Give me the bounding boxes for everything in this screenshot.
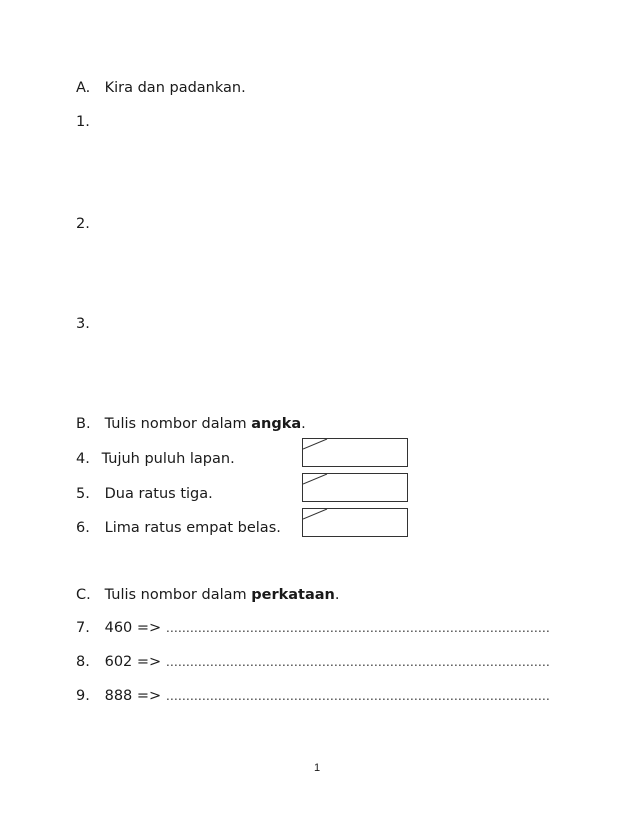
- question-8-answer-line[interactable]: ……………………………………………………………………………………: [165, 655, 550, 669]
- question-9-answer-line[interactable]: ……………………………………………………………………………………: [165, 689, 550, 703]
- question-7-answer-line[interactable]: ……………………………………………………………………………………: [165, 621, 550, 635]
- answer-box-4[interactable]: [302, 438, 408, 467]
- section-b-heading: [76, 416, 306, 432]
- box-corner-line: [303, 474, 409, 503]
- question-8-number: 8.: [76, 654, 90, 670]
- section-b-title-pre: Tulis nombor dalam: [104, 416, 252, 432]
- question-2-number: 2.: [76, 216, 90, 232]
- section-a-letter: A.: [76, 80, 91, 96]
- question-5: [76, 486, 213, 502]
- section-a-title: Kira dan padankan.: [104, 80, 246, 96]
- question-7-text: 460 =>: [104, 620, 162, 636]
- section-b-letter: B.: [76, 416, 91, 432]
- section-a-heading: [76, 80, 246, 96]
- question-7-number: 7.: [76, 620, 90, 636]
- question-8-text: 602 =>: [104, 654, 162, 670]
- question-5-text: Dua ratus tiga.: [104, 486, 213, 502]
- question-7: [76, 620, 550, 636]
- question-3-number: 3.: [76, 316, 90, 332]
- question-6: [76, 520, 281, 536]
- question-9-text: 888 =>: [104, 688, 162, 704]
- question-1-number: 1.: [76, 114, 90, 130]
- section-c-title-post: .: [334, 587, 340, 603]
- page-number: 1: [314, 762, 321, 774]
- question-6-number: 6.: [76, 520, 90, 536]
- section-c-letter: C.: [76, 587, 91, 603]
- question-4-text: Tujuh puluh lapan.: [101, 451, 235, 467]
- question-4: [76, 451, 235, 467]
- question-4-number: 4.: [76, 451, 90, 467]
- section-b-title-post: .: [301, 416, 306, 432]
- section-b-title-bold: angka: [251, 416, 302, 432]
- section-c-heading: [76, 587, 339, 603]
- box-corner-line: [303, 439, 409, 468]
- answer-box-6[interactable]: [302, 508, 408, 537]
- box-corner-line: [303, 509, 409, 538]
- answer-box-5[interactable]: [302, 473, 408, 502]
- question-6-text: Lima ratus empat belas.: [104, 520, 281, 536]
- section-c-title-bold: perkataan: [251, 587, 335, 603]
- question-5-number: 5.: [76, 486, 90, 502]
- question-8: [76, 654, 550, 670]
- question-9: [76, 688, 550, 704]
- section-c-title-pre: Tulis nombor dalam: [104, 587, 252, 603]
- question-9-number: 9.: [76, 688, 90, 704]
